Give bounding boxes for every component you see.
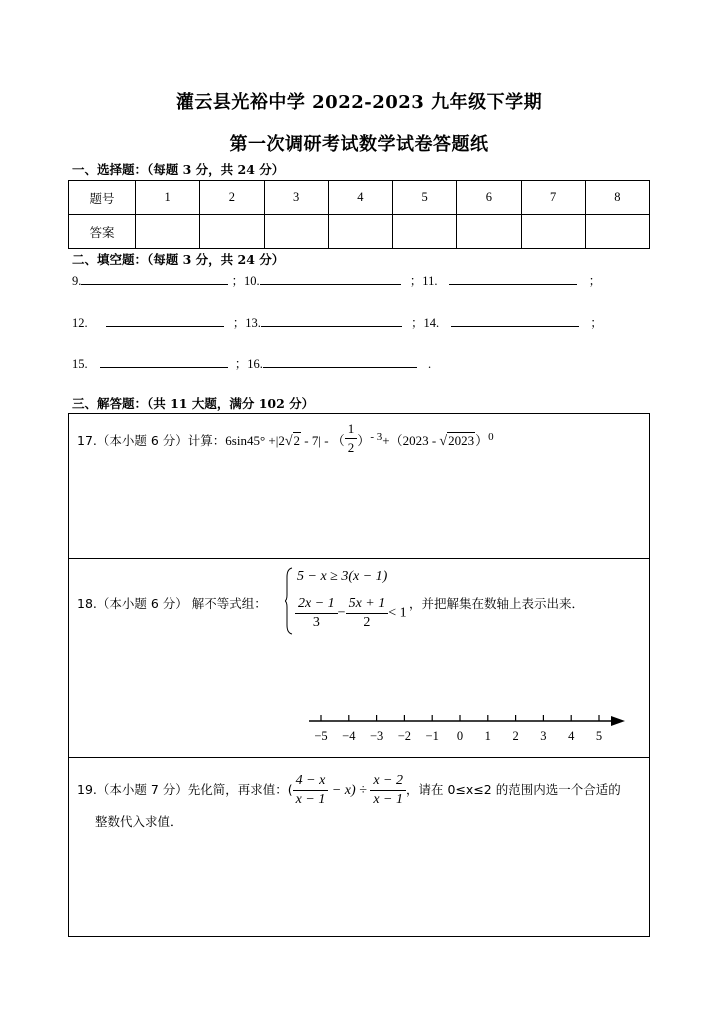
fraction-numerator: 2x − 1 [295, 595, 338, 614]
question-number: 14. [423, 316, 440, 330]
answer-cell[interactable] [457, 215, 521, 249]
answer-cell[interactable] [136, 215, 200, 249]
q17-sqrt2023: 2023 [448, 433, 475, 448]
question-19-line-1 [77, 772, 621, 809]
q17-expr-d: +（2023 - [382, 433, 440, 448]
answer-blank[interactable] [451, 314, 579, 327]
row-label-answer: 答案 [69, 215, 136, 249]
answer-cell[interactable] [200, 215, 264, 249]
question-number: 10. [244, 274, 260, 288]
q19-label: 19.（本小题 7 分）先化简，再求值：( [77, 782, 293, 797]
separator: ； [590, 316, 603, 330]
table-cell: 1 [136, 181, 200, 215]
arrow-icon [611, 716, 625, 726]
fill-row-1 [72, 271, 601, 289]
tick-label: −1 [425, 729, 439, 743]
fraction-denominator: 2 [363, 615, 371, 630]
q17-expr-b: - 7| - （ [301, 433, 345, 448]
tick-label: 0 [456, 729, 464, 743]
table-cell: 4 [328, 181, 392, 215]
question-18-box[interactable] [68, 558, 650, 758]
fill-row-3 [72, 354, 431, 372]
answer-blank[interactable] [261, 314, 402, 327]
answer-blank[interactable] [81, 272, 228, 285]
less-than: < 1 [388, 605, 407, 621]
q18-tail: ，并把解集在数轴上表示出来． [409, 596, 585, 611]
table-cell: 8 [585, 181, 649, 215]
tick-label: 1 [484, 729, 491, 743]
separator: ； [588, 274, 602, 288]
number-line [307, 709, 627, 745]
fraction-numerator: 1 [345, 420, 358, 439]
answer-cell[interactable] [521, 215, 585, 249]
answer-cell[interactable] [393, 215, 457, 249]
section3-heading: 三、解答题：（共 11 大题，满分 102 分） [72, 396, 315, 411]
section2-heading: 二、填空题：（每题 3 分，共 24 分） [72, 252, 285, 267]
answer-cell[interactable] [328, 215, 392, 249]
answer-blank[interactable] [263, 355, 417, 368]
q18-inequality-1: 5 − x ≥ 3(x − 1) [297, 569, 388, 584]
q17-exponent: - 3 [370, 430, 383, 443]
q18-inequality-2 [295, 595, 407, 632]
table-cell: 2 [200, 181, 264, 215]
answer-table [68, 180, 650, 249]
question-number: 12. [72, 316, 88, 330]
separator: ； [231, 274, 245, 288]
tick-label: −3 [369, 729, 384, 743]
separator: ； [409, 274, 423, 288]
question-19-line-2: 整数代入求值． [95, 814, 183, 829]
sqrt-sign: √ [284, 434, 293, 449]
sqrt-sign: √ [439, 434, 448, 449]
q17-sqrt2: 2 [293, 433, 301, 448]
fraction-denominator: x − 1 [295, 792, 326, 807]
separator: ； [232, 316, 246, 330]
answer-blank[interactable] [449, 272, 577, 285]
fraction [346, 595, 389, 632]
fraction-denominator: 3 [312, 615, 320, 630]
separator: ； [411, 316, 424, 330]
table-row-numbers [69, 181, 650, 215]
q18-label: 18.（本小题 6 分） 解不等式组： [77, 596, 267, 611]
section1-heading: 一、选择题：（每题 3 分，共 24 分） [72, 162, 285, 177]
tick-label: −5 [314, 729, 328, 743]
table-cell: 7 [521, 181, 585, 215]
fraction [295, 595, 338, 632]
fraction-numerator: x − 2 [370, 772, 406, 791]
tick-label: 4 [568, 729, 575, 743]
question-number: 16. [247, 357, 263, 371]
fraction [293, 772, 329, 809]
q17-fraction [345, 420, 358, 457]
fraction [370, 772, 406, 809]
q17-expr-a: 6sin45° +|2 [225, 433, 285, 448]
table-cell: 6 [457, 181, 521, 215]
q19-mid: − x) ÷ [328, 783, 371, 798]
title-line-2: 第一次调研考试数学试卷答题纸 [229, 134, 489, 155]
separator: ； [234, 357, 248, 371]
q17-label: 17.（本小题 6 分）计算： [77, 433, 226, 448]
answer-cell[interactable] [585, 215, 649, 249]
q19-tail: ，请在 0≤x≤2 的范围内选一个合适的 [406, 782, 621, 797]
q17-expr-e: ） [475, 433, 489, 448]
tick-label: 3 [540, 729, 547, 743]
question-number: 13. [245, 316, 261, 330]
row-label-number: 题号 [69, 181, 136, 215]
question-17-text [77, 421, 494, 457]
answer-blank[interactable] [100, 355, 228, 368]
table-cell: 5 [393, 181, 457, 215]
fraction-numerator: 5x + 1 [346, 595, 389, 614]
question-number: 11. [422, 274, 438, 288]
question-number: 15. [72, 357, 88, 371]
tick-label: 5 [595, 729, 603, 743]
tick-label: −4 [342, 729, 356, 743]
table-cell: 3 [264, 181, 328, 215]
table-row-answers [69, 215, 650, 249]
title-line-1: 灌云县光裕中学 2022-2023 九年级下学期 [175, 92, 543, 113]
fraction-denominator: x − 1 [373, 792, 404, 807]
period: . [428, 357, 432, 371]
question-19-box[interactable] [68, 757, 650, 937]
question-17-box[interactable] [68, 413, 650, 559]
answer-blank[interactable] [260, 272, 401, 285]
tick-label: −2 [397, 729, 412, 743]
fill-row-2 [72, 313, 603, 331]
question-number: 9. [72, 274, 82, 288]
fraction-denominator: 2 [347, 440, 355, 455]
answer-cell[interactable] [264, 215, 328, 249]
answer-blank[interactable] [106, 314, 224, 327]
q17-expr-c: ） [357, 433, 371, 448]
brace-icon [285, 567, 293, 635]
minus-sign: − [337, 605, 346, 621]
q17-exponent: 0 [488, 430, 494, 443]
fraction-numerator: 4 − x [293, 772, 329, 791]
tick-label: 2 [512, 729, 519, 743]
